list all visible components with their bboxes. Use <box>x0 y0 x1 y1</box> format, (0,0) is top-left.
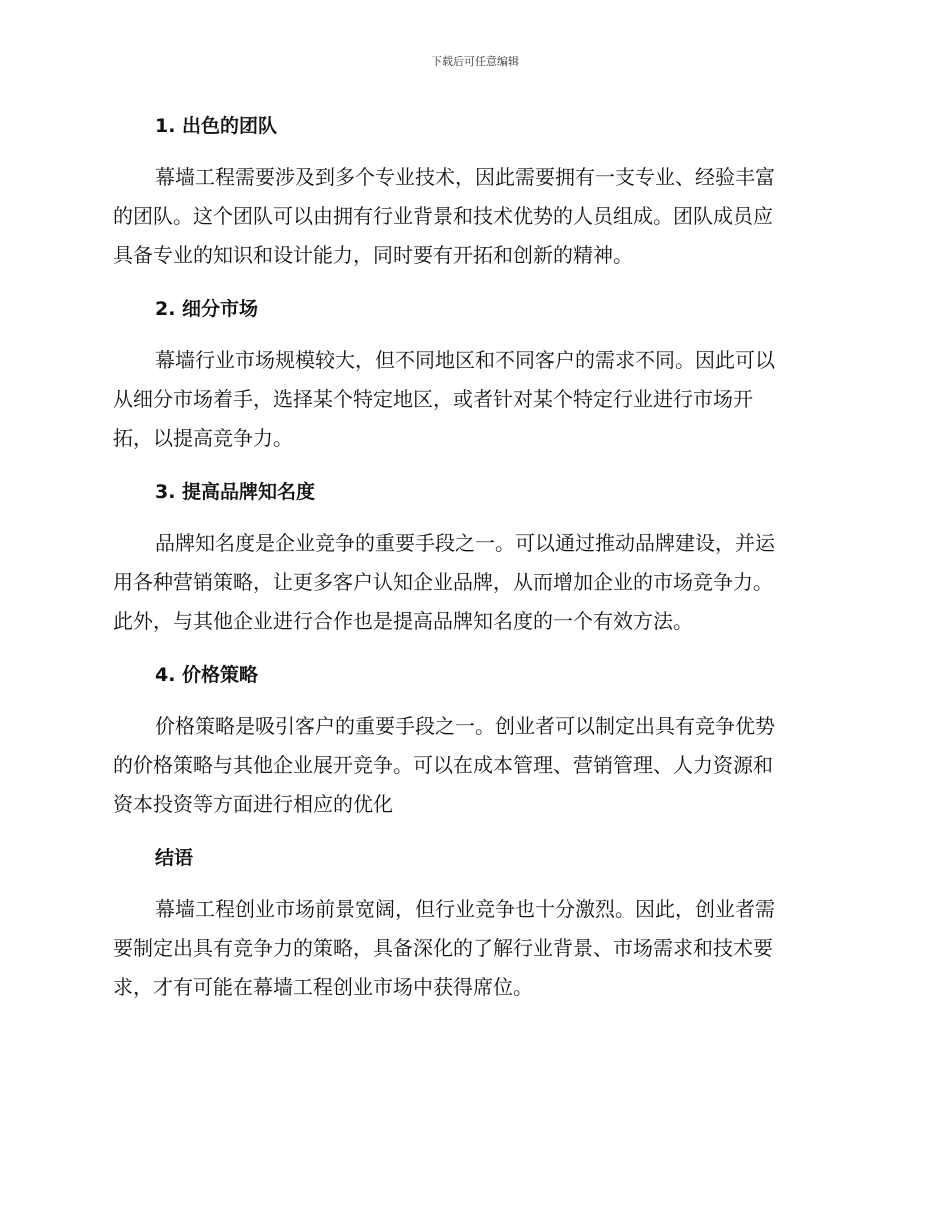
paragraph-line: 幕墙工程需要涉及到多个专业技术，因此需要拥有一支专业、经验丰富 <box>155 165 775 189</box>
page-header: 下载后可任意编辑 <box>431 55 519 68</box>
section-brand-awareness <box>113 476 833 641</box>
paragraph-line: 求，才有可能在幕墙工程创业市场中获得席位。 <box>113 975 533 999</box>
paragraph-line: 具备专业的知识和设计能力，同时要有开拓和创新的精神。 <box>113 243 633 267</box>
paragraph-line: 的价格策略与其他企业展开竞争。可以在成本管理、营销管理、人力资源和 <box>113 753 773 777</box>
paragraph-line: 此外，与其他企业进行合作也是提高品牌知名度的一个有效方法。 <box>113 609 693 633</box>
section-heading: 4. 价格策略 <box>155 664 259 686</box>
section-pricing-strategy <box>113 659 833 824</box>
section-heading: 2. 细分市场 <box>155 298 259 320</box>
paragraph-line: 拓，以提高竞争力。 <box>113 426 293 450</box>
paragraph-line: 价格策略是吸引客户的重要手段之一。创业者可以制定出具有竞争优势 <box>155 714 775 738</box>
section-conclusion <box>113 842 833 1007</box>
paragraph-line: 从细分市场着手，选择某个特定地区，或者针对某个特定行业进行市场开 <box>113 387 753 411</box>
document-body <box>113 110 833 1025</box>
paragraph-line: 用各种营销策略，让更多客户认知企业品牌，从而增加企业的市场竞争力。 <box>113 570 773 594</box>
section-market-segmentation <box>113 293 833 458</box>
section-team <box>113 110 833 275</box>
section-paragraph <box>113 158 833 275</box>
paragraph-line: 幕墙工程创业市场前景宽阔，但行业竞争也十分激烈。因此，创业者需 <box>155 897 775 921</box>
section-paragraph <box>113 341 833 458</box>
section-heading: 1. 出色的团队 <box>155 115 278 137</box>
section-heading: 3. 提高品牌知名度 <box>155 481 316 503</box>
paragraph-line: 幕墙行业市场规模较大，但不同地区和不同客户的需求不同。因此可以 <box>155 348 775 372</box>
paragraph-line: 资本投资等方面进行相应的优化 <box>113 792 393 816</box>
paragraph-line: 的团队。这个团队可以由拥有行业背景和技术优势的人员组成。团队成员应 <box>113 204 773 228</box>
section-paragraph <box>113 524 833 641</box>
paragraph-line: 品牌知名度是企业竞争的重要手段之一。可以通过推动品牌建设，并运 <box>155 531 775 555</box>
section-paragraph <box>113 707 833 824</box>
section-heading: 结语 <box>155 847 194 869</box>
section-paragraph <box>113 890 833 1007</box>
paragraph-line: 要制定出具有竞争力的策略，具备深化的了解行业背景、市场需求和技术要 <box>113 936 773 960</box>
